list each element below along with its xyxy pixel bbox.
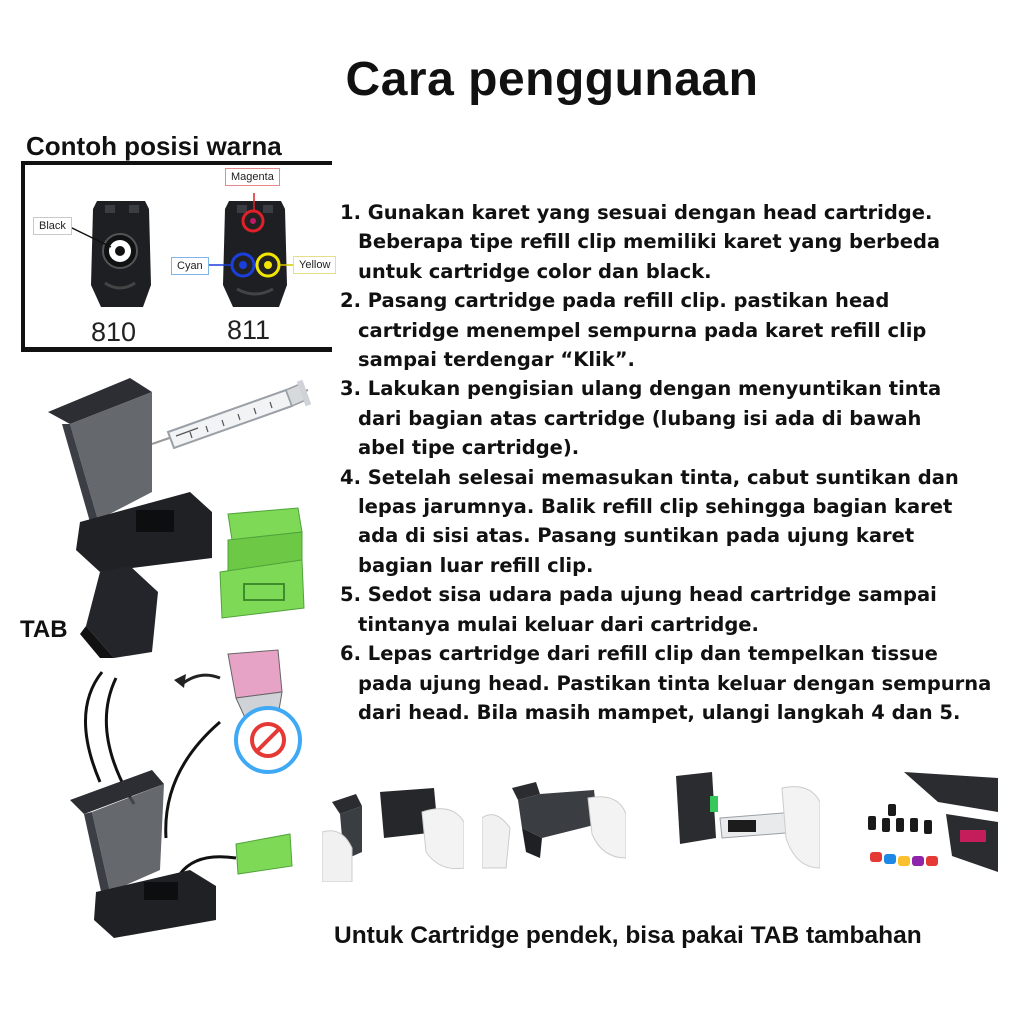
cartridge-810-icon bbox=[70, 201, 151, 307]
step-line: cartridge menempel sempurna pada karet refill clip bbox=[358, 318, 927, 342]
step-1 bbox=[340, 198, 1020, 286]
step-line: tintanya mulai keluar dari cartridge. bbox=[358, 612, 759, 636]
step-line: 5. Sedot sisa udara pada ujung head cartridge sampai bbox=[340, 583, 937, 607]
step-line: 2. Pasang cartridge pada refill clip. pastikan head bbox=[340, 289, 890, 313]
label-yellow: Yellow bbox=[293, 256, 336, 274]
refill-clip-bottom-icon bbox=[70, 770, 292, 938]
step-line: dari head. Bila masih mampet, ulangi langkah 4 dan 5. bbox=[358, 700, 961, 724]
tab-label: TAB bbox=[20, 616, 68, 643]
step-line: lepas jarumnya. Balik refill clip sehingga bagian karet bbox=[358, 495, 953, 519]
model-811: 811 bbox=[227, 315, 271, 345]
step-3 bbox=[340, 374, 1020, 462]
refill-clip-icon bbox=[48, 378, 212, 572]
model-810: 810 bbox=[91, 317, 137, 347]
syringe-icon bbox=[152, 380, 311, 448]
label-black: Black bbox=[33, 217, 72, 235]
photo-clip-closed bbox=[482, 768, 626, 880]
step-line: 1. Gunakan karet yang sesuai dengan head cartridge. bbox=[340, 201, 933, 224]
step-line: dari bagian atas cartridge (lubang isi ada di bawah bbox=[358, 406, 922, 430]
step-line: untuk cartridge color dan black. bbox=[358, 259, 712, 283]
step-line: pada ujung head. Pastikan tinta keluar dengan sempurna bbox=[358, 671, 992, 695]
footer-note: Untuk Cartridge pendek, bisa pakai TAB tambahan bbox=[334, 922, 922, 949]
cartridge-tissue-icon bbox=[174, 650, 300, 772]
step-line: Beberapa tipe refill clip memiliki karet yang berbeda bbox=[358, 230, 941, 254]
step-5 bbox=[340, 580, 1020, 639]
step-line: abel tipe cartridge). bbox=[358, 436, 580, 460]
step-4 bbox=[340, 463, 1020, 581]
color-example-panel bbox=[21, 161, 332, 352]
cartridge-illustration bbox=[25, 165, 332, 347]
page-title: Cara penggunaan bbox=[345, 53, 759, 106]
step-6 bbox=[340, 639, 1020, 727]
photo-insert-cartridge bbox=[322, 772, 464, 882]
photo-syringe-refill bbox=[664, 768, 820, 878]
step-line: 6. Lepas cartridge dari refill clip dan tempelkan tissue bbox=[340, 642, 938, 666]
rubber-pads-icon bbox=[220, 508, 304, 618]
label-magenta: Magenta bbox=[225, 168, 280, 186]
refill-clip-illustration bbox=[40, 372, 340, 947]
instruction-steps bbox=[340, 198, 1020, 727]
tab-piece-icon bbox=[80, 566, 158, 658]
step-line: sampai terdengar “Klik”. bbox=[358, 348, 635, 372]
photo-rubber-pads bbox=[848, 772, 998, 878]
step-line: 4. Setelah selesai memasukan tinta, cabut suntikan dan bbox=[340, 465, 959, 489]
step-line: ada di sisi atas. Pasang suntikan pada ujung karet bbox=[358, 524, 915, 548]
cartridge-811-icon bbox=[201, 193, 297, 307]
step-line: bagian luar refill clip. bbox=[358, 553, 594, 577]
color-example-heading: Contoh posisi warna bbox=[26, 131, 282, 161]
step-line: 3. Lakukan pengisian ulang dengan menyuntikan tinta bbox=[340, 377, 942, 401]
label-cyan: Cyan bbox=[171, 257, 209, 275]
step-2 bbox=[340, 286, 1020, 374]
